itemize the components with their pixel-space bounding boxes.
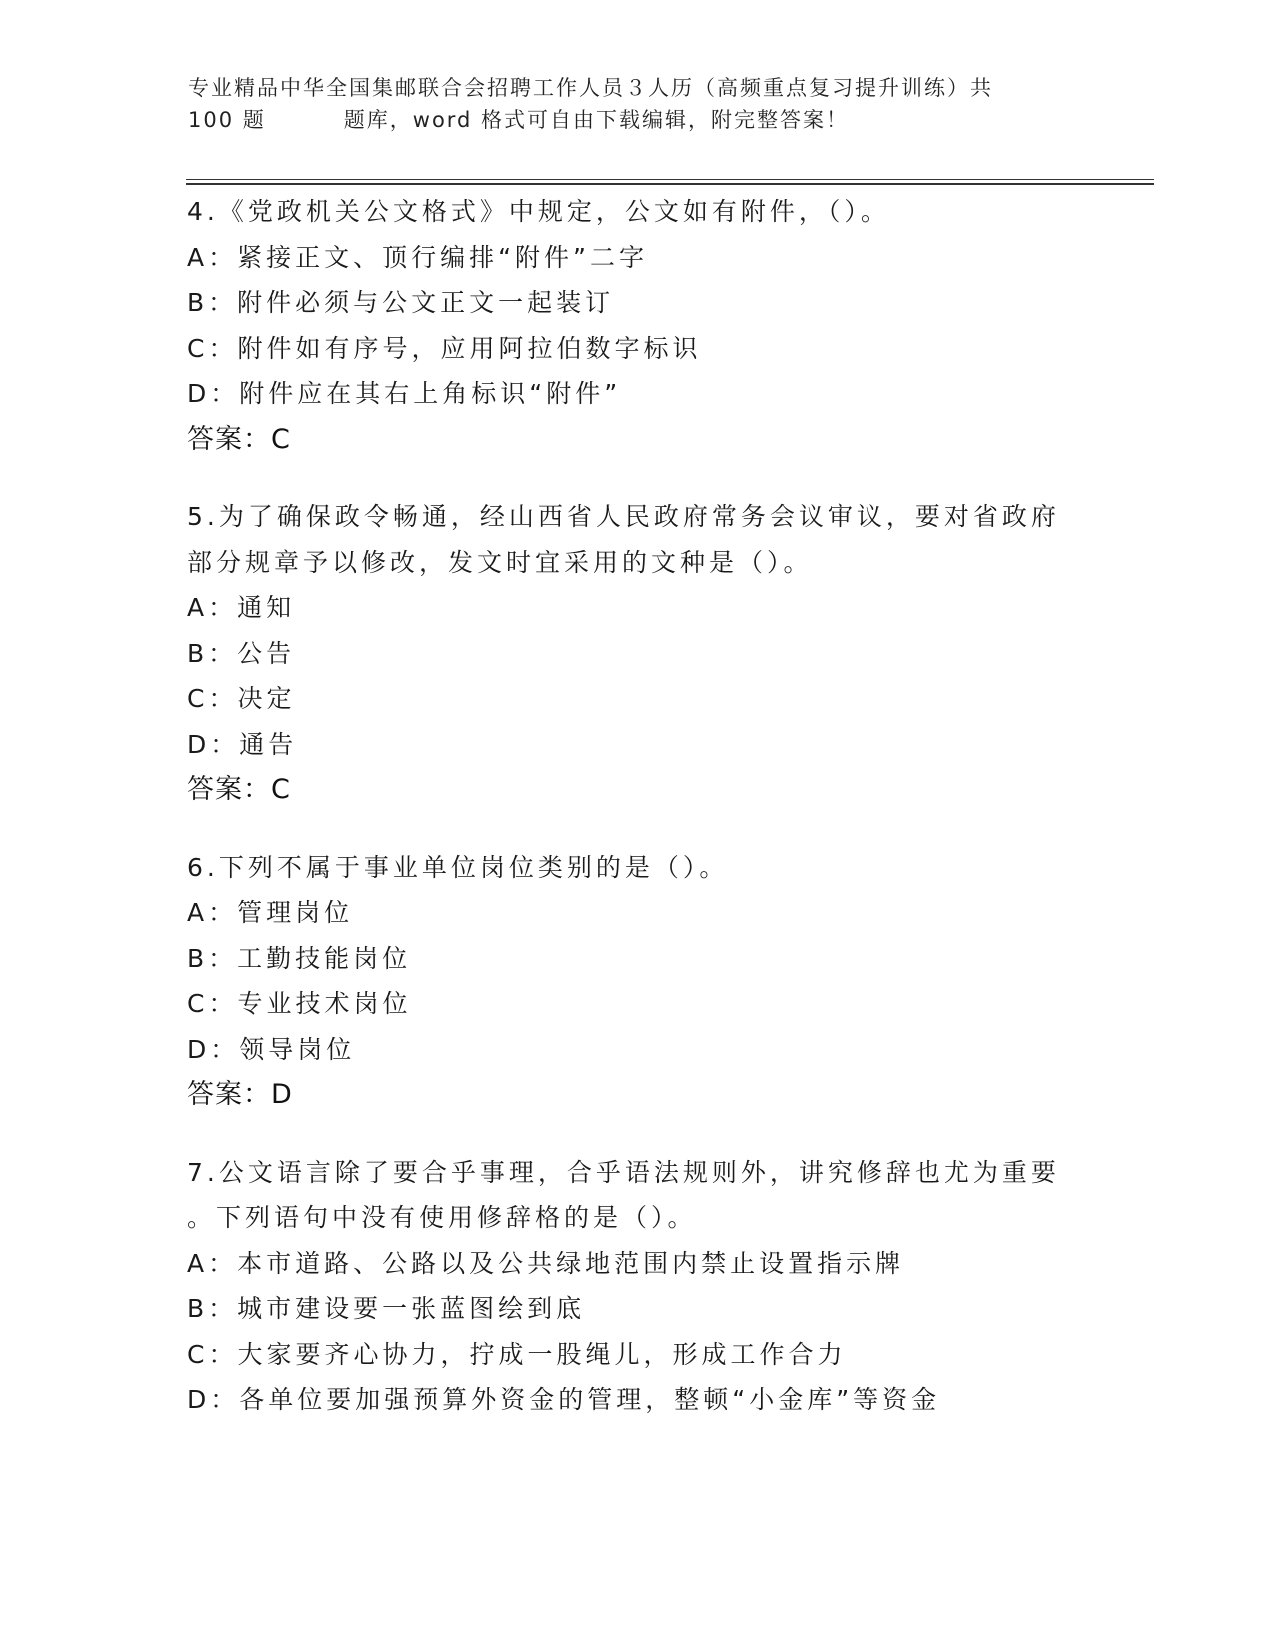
- answer-text: 答案：D: [187, 1079, 293, 1110]
- header-divider-thin: [186, 179, 1154, 180]
- header-count: 100 题: [188, 108, 266, 132]
- question-4: [187, 189, 1087, 462]
- option-c: C：大家要齐心协力，拧成一股绳儿，形成工作合力: [187, 1339, 847, 1369]
- option-c: C：决定: [187, 684, 296, 713]
- question-text: 7.公文语言除了要合乎事理，合乎语法规则外，讲究修辞也尤为重要: [187, 1157, 1060, 1187]
- question-list: [187, 189, 1087, 1455]
- question-text-continued: 。下列语句中没有使用修辞格的是（）。: [187, 1203, 697, 1232]
- option-d: D：领导岗位: [187, 1034, 356, 1064]
- option-d: D：附件应在其右上角标识“附件”: [187, 379, 622, 408]
- question-7: [187, 1150, 1087, 1423]
- option-a: A：本市道路、公路以及公共绿地范围内禁止设置指示牌: [187, 1248, 905, 1278]
- option-d: D：通告: [187, 729, 298, 759]
- option-c: C：专业技术岗位: [187, 989, 412, 1018]
- header-description: 题库，word 格式可自由下载编辑，附完整答案！: [343, 108, 850, 132]
- option-d: D：各单位要加强预算外资金的管理，整顿“小金库”等资金: [187, 1385, 941, 1414]
- question-text: 6.下列不属于事业单位岗位类别的是（）。: [187, 852, 729, 882]
- question-text: 4.《党政机关公文格式》中规定，公文如有附件，（）。: [187, 197, 890, 226]
- header-title-line2: [188, 104, 1088, 136]
- option-b: B：公告: [187, 638, 296, 668]
- option-a: A：通知: [187, 593, 296, 622]
- question-text: 5.为了确保政令畅通，经山西省人民政府常务会议审议，要对省政府: [187, 502, 1060, 531]
- option-b: B：附件必须与公文正文一起装订: [187, 288, 615, 317]
- question-5: [187, 494, 1087, 813]
- answer-text: 答案：C: [187, 423, 291, 455]
- question-6: [187, 845, 1087, 1118]
- option-b: B：城市建设要一张蓝图绘到底: [187, 1294, 586, 1323]
- option-b: B：工勤技能岗位: [187, 943, 412, 973]
- question-text-continued: 部分规章予以修改，发文时宜采用的文种是（）。: [187, 547, 813, 577]
- option-a: A：管理岗位: [187, 898, 354, 927]
- option-a: A：紧接正文、顶行编排“附件”二字: [187, 242, 649, 272]
- header-divider-thick: [186, 183, 1154, 185]
- document-header: [188, 72, 1088, 136]
- option-c: C：附件如有序号，应用阿拉伯数字标识: [187, 333, 702, 363]
- answer-text: 答案：C: [187, 774, 291, 805]
- header-title-line1: 专业精品中华全国集邮联合会招聘工作人员３人历（高频重点复习提升训练）共: [188, 76, 993, 100]
